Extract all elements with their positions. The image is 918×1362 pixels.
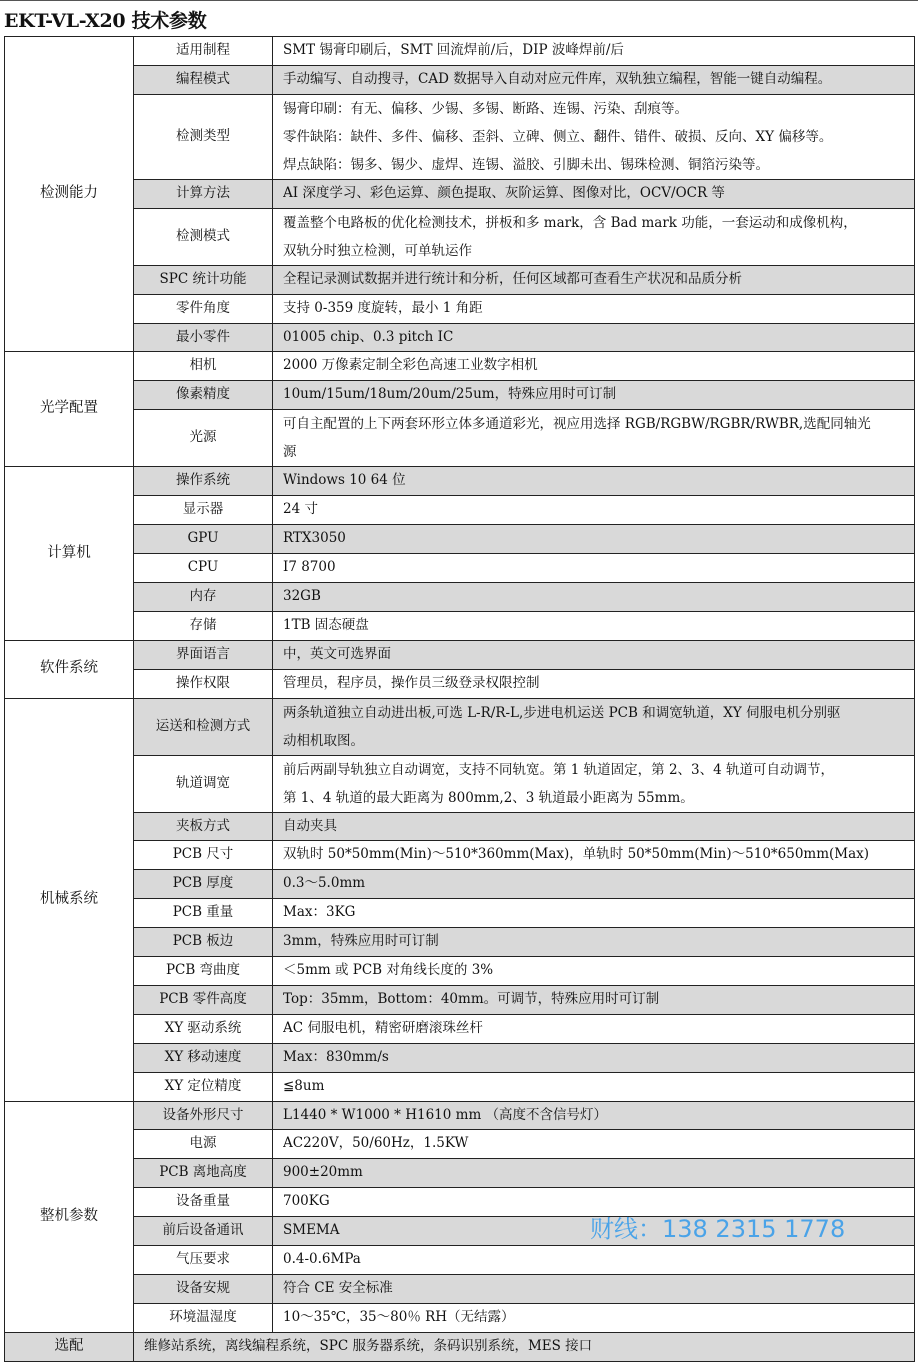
spec-value-line: 两条轨道独立自动进出板,可选 L-R/R-L,步进电机运送 PCB 和调宽轨道，XY 伺服电机分别驱: [283, 704, 841, 721]
options-row: [5, 1332, 915, 1361]
spec-label: 计算方法: [134, 179, 273, 208]
spec-label: 检测类型: [134, 94, 273, 179]
spec-label: PCB 尺寸: [134, 841, 273, 870]
spec-label: 零件角度: [134, 294, 273, 323]
spec-label: 前后设备通讯: [134, 1217, 273, 1246]
spec-row: [5, 582, 915, 611]
section-name: 整机参数: [5, 1101, 134, 1332]
spec-row: [5, 496, 915, 525]
spec-label: PCB 弯曲度: [134, 957, 273, 986]
spec-label: 最小零件: [134, 323, 273, 352]
spec-value-line: 32GB: [283, 587, 321, 604]
spec-label: 轨道调宽: [134, 755, 273, 812]
spec-row: [5, 323, 915, 352]
spec-row: [5, 1130, 915, 1159]
spec-value: [273, 1101, 915, 1130]
spec-value-line: 24 寸: [283, 501, 318, 518]
spec-row: [5, 352, 915, 381]
spec-row: [5, 640, 915, 669]
spec-value-line: AC220V，50/60Hz，1.5KW: [283, 1135, 469, 1152]
spec-value: [273, 179, 915, 208]
spec-label: 夹板方式: [134, 812, 273, 841]
spec-row: [5, 957, 915, 986]
spec-label: 设备外形尺寸: [134, 1101, 273, 1130]
spec-row: [5, 467, 915, 496]
spec-value: [273, 1159, 915, 1188]
spec-value: [273, 669, 915, 698]
spec-value: [273, 37, 915, 66]
spec-value-line: 900±20mm: [283, 1164, 363, 1181]
spec-value-line: 符合 CE 安全标准: [283, 1280, 393, 1296]
spec-row: [5, 985, 915, 1014]
spec-row: [5, 899, 915, 928]
spec-label: 相机: [134, 352, 273, 381]
spec-value-line: 可自主配置的上下两套环形立体多通道彩光，视应用选择 RGB/RGBW/RGBR/RWBR,选配同轴光: [283, 416, 871, 433]
spec-row: [5, 65, 915, 94]
spec-label: 像素精度: [134, 381, 273, 410]
spec-row: [5, 1014, 915, 1043]
spec-value-line: AC 伺服电机，精密研磨滚珠丝杆: [283, 1019, 483, 1036]
spec-label: GPU: [134, 525, 273, 554]
spec-row: [5, 928, 915, 957]
spec-value-line: 3mm，特殊应用时可订制: [283, 933, 439, 950]
spec-label: XY 移动速度: [134, 1043, 273, 1072]
spec-value: [273, 957, 915, 986]
spec-value-line: Top：35mm，Bottom：40mm。可调节，特殊应用时可订制: [283, 990, 660, 1007]
spec-value: [273, 265, 915, 294]
spec-value: [273, 294, 915, 323]
spec-value: [273, 208, 915, 265]
spec-value-line: L1440 * W1000 * H1610 mm （高度不含信号灯）: [283, 1106, 608, 1123]
spec-value: [273, 1246, 915, 1275]
spec-label: XY 驱动系统: [134, 1014, 273, 1043]
spec-row: [5, 265, 915, 294]
spec-label: 设备安规: [134, 1275, 273, 1304]
spec-value-line: 中，英文可选界面: [283, 645, 391, 662]
spec-value-line: 双轨分时独立检测，可单轨运作: [283, 242, 472, 259]
spec-value: [273, 1072, 915, 1101]
spec-value-line: 双轨时 50*50mm(Min)～510*360mm(Max)，单轨时 50*50mm(Min)～510*650mm(Max): [283, 846, 870, 863]
spec-value-line: AI 深度学习、彩色运算、颜色提取、灰阶运算、图像对比，OCV/OCR 等: [283, 184, 725, 201]
spec-value: [273, 553, 915, 582]
spec-row: [5, 1303, 915, 1332]
spec-value: [273, 582, 915, 611]
spec-value-line: Max：830mm/s: [283, 1048, 389, 1065]
spec-value: [273, 985, 915, 1014]
spec-value: [273, 1130, 915, 1159]
spec-value: [273, 94, 915, 179]
spec-value: [273, 1014, 915, 1043]
spec-label: SPC 统计功能: [134, 265, 273, 294]
spec-label: 运送和检测方式: [134, 698, 273, 755]
spec-value-line: 锡膏印刷：有无、偏移、少锡、多锡、断路、连锡、污染、刮痕等。: [283, 100, 688, 117]
spec-value-line: 前后两副导轨独立自动调宽，支持不同轨宽。第 1 轨道固定，第 2、3、4 轨道可自动调节，: [283, 761, 835, 778]
spec-row: [5, 1159, 915, 1188]
spec-label: 操作系统: [134, 467, 273, 496]
spec-value-line: RTX3050: [283, 530, 346, 547]
spec-value: [273, 410, 915, 467]
spec-row: [5, 870, 915, 899]
spec-value-line: 01005 chip、0.3 pitch IC: [283, 328, 454, 345]
spec-row: [5, 755, 915, 812]
spec-label: PCB 离地高度: [134, 1159, 273, 1188]
spec-value: [273, 928, 915, 957]
spec-label: 检测模式: [134, 208, 273, 265]
spec-label: 操作权限: [134, 669, 273, 698]
spec-value-line: 700KG: [283, 1193, 330, 1210]
spec-value-line: 第 1、4 轨道的最大距离为 800mm,2、3 轨道最小距离为 55mm。: [283, 789, 694, 806]
spec-row: [5, 698, 915, 755]
spec-value: [273, 65, 915, 94]
spec-value: [273, 381, 915, 410]
spec-value-line: 源: [283, 444, 297, 461]
options-label: 选配: [5, 1332, 134, 1361]
top-rule: [0, 0, 918, 1]
spec-label: 编程模式: [134, 65, 273, 94]
spec-row: [5, 37, 915, 66]
spec-value: [273, 640, 915, 669]
spec-value-line: 全程记录测试数据并进行统计和分析，任何区域都可查看生产状况和品质分析: [283, 270, 742, 287]
spec-value-line: SMT 锡膏印刷后，SMT 回流焊前/后，DIP 波峰焊前/后: [283, 42, 624, 58]
spec-value: [273, 467, 915, 496]
spec-value-line: 自动夹具: [283, 817, 337, 834]
section-name: 计算机: [5, 467, 134, 640]
spec-label: PCB 零件高度: [134, 985, 273, 1014]
spec-value-line: 焊点缺陷：锡多、锡少、虚焊、连锡、溢胶、引脚未出、锡珠检测、铜箔污染等。: [283, 156, 769, 173]
spec-row: [5, 525, 915, 554]
spec-label: 气压要求: [134, 1246, 273, 1275]
spec-label: PCB 板边: [134, 928, 273, 957]
spec-row: [5, 179, 915, 208]
spec-row: [5, 841, 915, 870]
spec-row: [5, 1275, 915, 1304]
spec-value-line: I7 8700: [283, 558, 336, 575]
spec-row: [5, 812, 915, 841]
spec-value-line: ≦8um: [283, 1077, 325, 1094]
spec-value: [273, 525, 915, 554]
spec-value-line: 动相机取图。: [283, 732, 364, 749]
spec-value-line: ＜5mm 或 PCB 对角线长度的 3%: [283, 962, 494, 979]
spec-value-line: 零件缺陷：缺件、多件、偏移、歪斜、立碑、侧立、翻件、错件、破损、反向、XY 偏移等。: [283, 128, 833, 145]
spec-value: [273, 323, 915, 352]
spec-value: [273, 1275, 915, 1304]
spec-row: [5, 669, 915, 698]
spec-value-line: SMEMA: [283, 1222, 340, 1239]
spec-value: [273, 352, 915, 381]
spec-label: 存储: [134, 611, 273, 640]
spec-row: [5, 208, 915, 265]
spec-label: 环境温湿度: [134, 1303, 273, 1332]
spec-label: PCB 厚度: [134, 870, 273, 899]
spec-label: CPU: [134, 553, 273, 582]
spec-table: [4, 36, 915, 1362]
spec-value: [273, 812, 915, 841]
spec-value-line: Windows 10 64 位: [283, 472, 406, 489]
section-name: 软件系统: [5, 640, 134, 698]
spec-value-line: 10～35℃，35～80％ RH（无结露）: [283, 1308, 515, 1325]
spec-label: 适用制程: [134, 37, 273, 66]
options-value: 维修站系统，离线编程系统，SPC 服务器系统，条码识别系统，MES 接口: [134, 1332, 915, 1361]
spec-value-line: Max：3KG: [283, 904, 356, 921]
spec-row: [5, 1101, 915, 1130]
spec-value: [273, 841, 915, 870]
spec-value-line: 1TB 固态硬盘: [283, 616, 369, 633]
spec-value-line: 手动编写、自动搜寻，CAD 数据导入自动对应元件库，双轨独立编程，智能一键自动编程。: [283, 70, 832, 87]
spec-table-body: [5, 37, 915, 1362]
spec-value-line: 0.3～5.0mm: [283, 875, 366, 892]
spec-value: [273, 1303, 915, 1332]
section-name: 光学配置: [5, 352, 134, 467]
spec-value-line: 支持 0-359 度旋转，最小 1 角距: [283, 299, 483, 316]
spec-row: [5, 294, 915, 323]
phone-watermark: 财线：138 2315 1778: [590, 1215, 846, 1243]
spec-label: 显示器: [134, 496, 273, 525]
spec-row: [5, 410, 915, 467]
spec-value: [273, 899, 915, 928]
spec-label: 设备重量: [134, 1188, 273, 1217]
spec-value: [273, 755, 915, 812]
spec-value-line: 2000 万像素定制全彩色高速工业数字相机: [283, 357, 538, 374]
spec-value: [273, 870, 915, 899]
spec-value: [273, 611, 915, 640]
spec-label: 电源: [134, 1130, 273, 1159]
spec-value: [273, 1043, 915, 1072]
spec-row: [5, 94, 915, 179]
spec-row: [5, 553, 915, 582]
spec-label: 界面语言: [134, 640, 273, 669]
section-name: 检测能力: [5, 37, 134, 352]
spec-value-line: 管理员，程序员，操作员三级登录权限控制: [283, 674, 540, 691]
spec-row: [5, 381, 915, 410]
spec-label: PCB 重量: [134, 899, 273, 928]
page-title: EKT-VL-X20 技术参数: [4, 10, 207, 32]
spec-value-line: 0.4-0.6MPa: [283, 1251, 361, 1268]
spec-label: XY 定位精度: [134, 1072, 273, 1101]
section-name: 机械系统: [5, 698, 134, 1101]
spec-label: 内存: [134, 582, 273, 611]
spec-value-line: 10um/15um/18um/20um/25um，特殊应用时可订制: [283, 386, 617, 403]
spec-label: 光源: [134, 410, 273, 467]
spec-value: [273, 496, 915, 525]
spec-row: [5, 1246, 915, 1275]
spec-value-line: 覆盖整个电路板的优化检测技术，拼板和多 mark，含 Bad mark 功能，一套运动和成像机构，: [283, 214, 857, 231]
spec-row: [5, 1043, 915, 1072]
spec-row: [5, 611, 915, 640]
spec-row: [5, 1072, 915, 1101]
spec-value: [273, 698, 915, 755]
